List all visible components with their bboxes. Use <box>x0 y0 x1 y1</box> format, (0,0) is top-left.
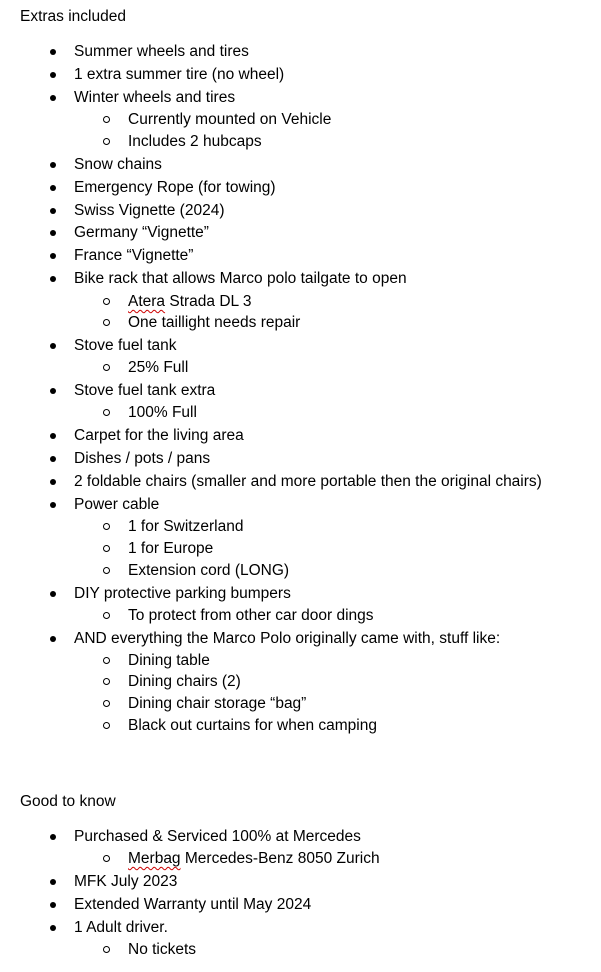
list-item-text: 100% Full <box>128 404 197 421</box>
list-item-text: Swiss Vignette (2024) <box>74 202 225 219</box>
list-item-text: 1 extra summer tire (no wheel) <box>74 66 285 83</box>
list-item-text: Carpet for the living area <box>74 427 244 444</box>
bullet-circle-icon <box>103 855 110 862</box>
list-item-text: No tickets <box>128 941 197 958</box>
list-item-text: 1 for Europe <box>128 540 214 557</box>
list-item-text: Includes 2 hubcaps <box>128 133 262 150</box>
list-item-text: Dining chair storage “bag” <box>128 695 307 712</box>
extras-heading: Extras included <box>20 8 126 25</box>
list-item-text: Winter wheels and tires <box>74 89 236 106</box>
list-item-text: 2 foldable chairs (smaller and more portable then the original chairs) <box>74 473 542 490</box>
list-item-text: Extension cord (LONG) <box>128 562 290 579</box>
list-item-text: MFK July 2023 <box>74 873 178 890</box>
list-item-text: Dining table <box>128 652 210 669</box>
list-item-text: Snow chains <box>74 156 162 173</box>
list-item-text: Currently mounted on Vehicle <box>128 111 332 128</box>
list-item-text: Extended Warranty until May 2024 <box>74 896 312 913</box>
list-item-text: Purchased & Serviced 100% at Mercedes <box>74 828 361 845</box>
list-item-text: DIY protective parking bumpers <box>74 585 291 602</box>
list-item-text: AND everything the Marco Polo originally came with, stuff like: <box>74 630 501 647</box>
list-item-text: Dishes / pots / pans <box>74 450 211 467</box>
list-item-text: 1 for Switzerland <box>128 518 244 535</box>
bullet-dot-icon <box>50 834 56 840</box>
list-item-text: France “Vignette” <box>74 247 194 264</box>
list-item-text: 1 Adult driver. <box>74 919 168 936</box>
bullet-dot-icon <box>50 879 56 885</box>
bullet-dot-icon <box>50 925 56 931</box>
bullet-circle-icon <box>103 946 110 953</box>
list-item-text: Dining chairs (2) <box>128 673 241 690</box>
bullet-dot-icon <box>50 902 56 908</box>
list-item-text: Merbag Mercedes-Benz 8050 Zurich <box>128 850 380 867</box>
list-item-text: To protect from other car door dings <box>128 607 374 624</box>
list-item-text: Summer wheels and tires <box>74 43 249 60</box>
good-to-know-heading: Good to know <box>20 793 116 810</box>
spellcheck-underline: Merbag <box>128 850 181 867</box>
spellcheck-underline: Atera <box>128 293 166 310</box>
list-item-text: Emergency Rope (for towing) <box>74 179 276 196</box>
list-item-text: Stove fuel tank <box>74 337 177 354</box>
list-item-text: 25% Full <box>128 359 189 376</box>
list-item-text: Germany “Vignette” <box>74 224 209 241</box>
list-item-text: Stove fuel tank extra <box>74 382 216 399</box>
list-item-text: Bike rack that allows Marco polo tailgate to open <box>74 270 407 287</box>
list-item-text: Black out curtains for when camping <box>128 717 377 734</box>
list-item-text: Power cable <box>74 496 160 513</box>
list-item-text: Atera Strada DL 3 <box>128 293 252 310</box>
list-item-text: One taillight needs repair <box>128 314 301 331</box>
